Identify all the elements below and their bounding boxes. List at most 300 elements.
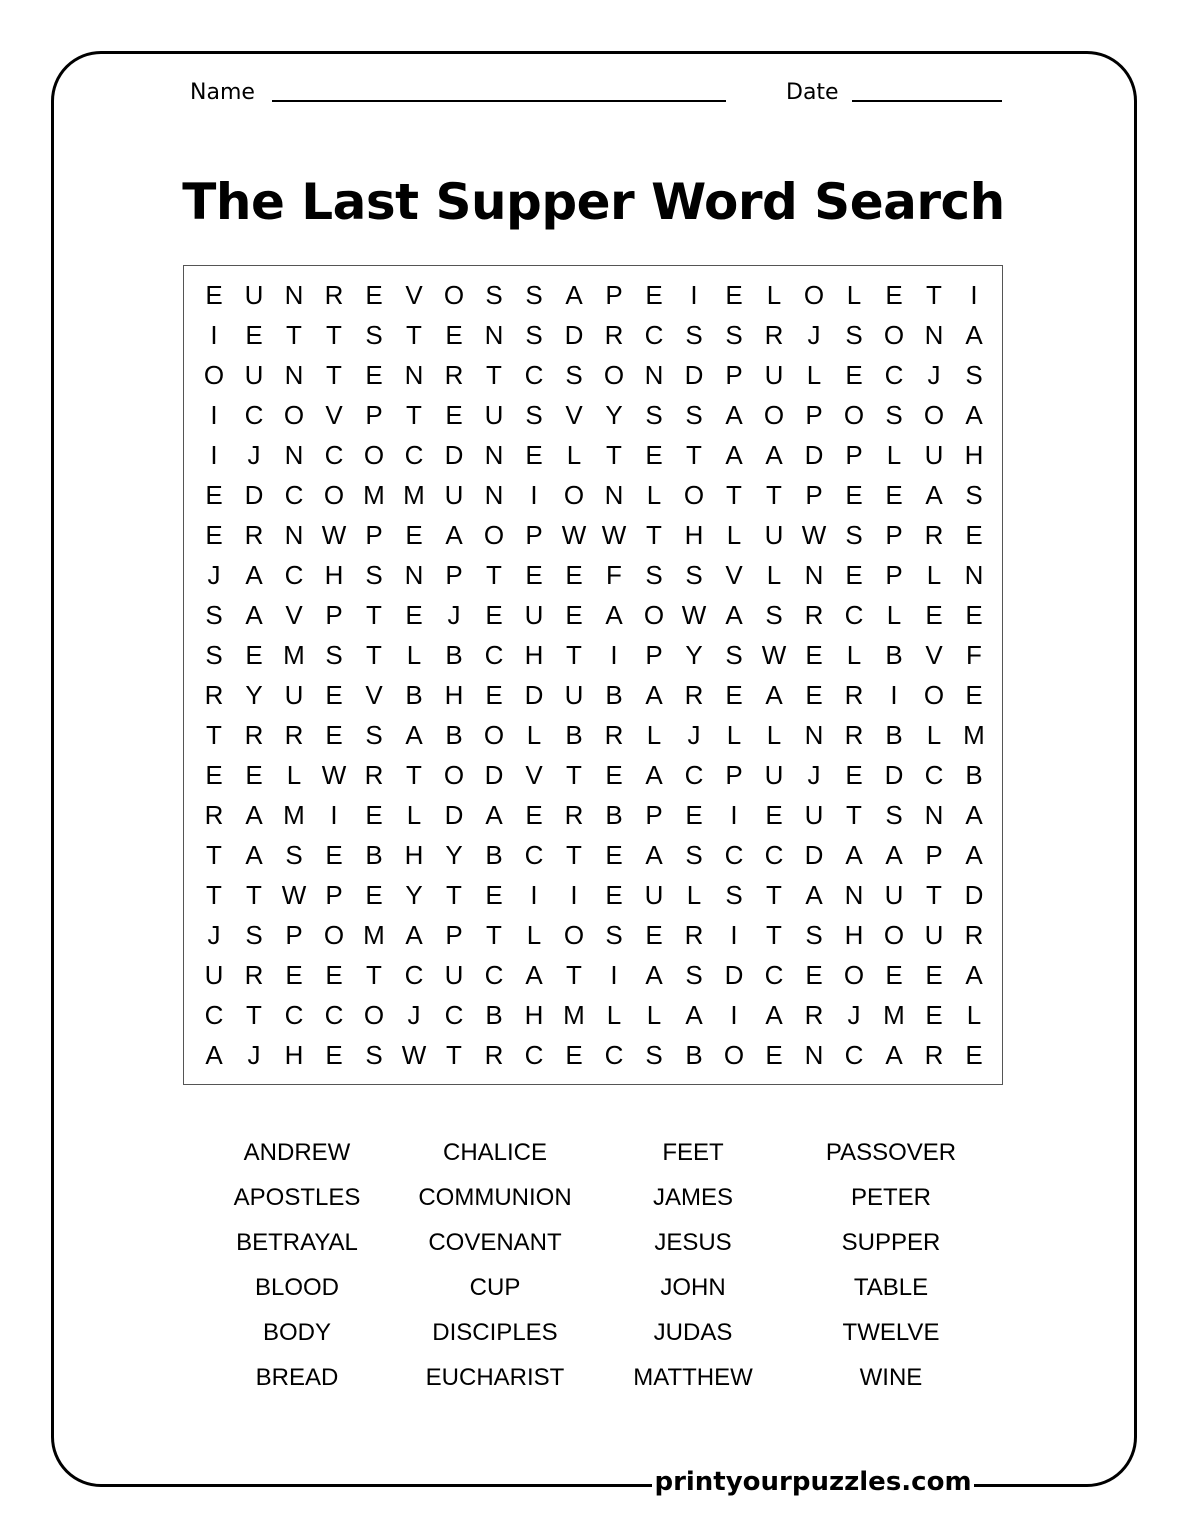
grid-letter[interactable]: A [965, 400, 983, 430]
grid-letter[interactable]: H [404, 840, 424, 870]
grid-letter[interactable]: E [885, 480, 903, 510]
grid-letter[interactable]: N [284, 280, 304, 310]
grid-letter[interactable]: U [284, 680, 304, 710]
grid-letter[interactable]: R [684, 680, 704, 710]
grid-letter[interactable]: Y [445, 840, 463, 870]
grid-letter[interactable]: A [645, 680, 663, 710]
grid-letter[interactable]: J [207, 560, 221, 590]
grid-letter[interactable]: I [530, 480, 538, 510]
grid-letter[interactable]: N [484, 440, 504, 470]
grid-letter[interactable]: S [645, 400, 663, 430]
grid-letter[interactable]: M [283, 800, 305, 830]
grid-letter[interactable]: E [205, 480, 223, 510]
grid-letter[interactable]: E [565, 600, 583, 630]
grid-letter[interactable]: E [965, 1040, 983, 1070]
grid-letter[interactable]: R [804, 600, 824, 630]
grid-letter[interactable]: I [330, 800, 338, 830]
grid-letter[interactable]: P [445, 920, 463, 950]
grid-letter[interactable]: L [766, 280, 782, 310]
grid-letter[interactable]: J [847, 1000, 861, 1030]
grid-letter[interactable]: P [365, 400, 383, 430]
grid-letter[interactable]: C [324, 440, 344, 470]
grid-letter[interactable]: L [646, 480, 662, 510]
grid-letter[interactable]: Y [245, 680, 263, 710]
grid-letter[interactable]: R [564, 800, 584, 830]
grid-letter[interactable]: E [245, 640, 263, 670]
grid-letter[interactable]: A [765, 440, 783, 470]
grid-letter[interactable]: W [401, 1040, 427, 1070]
grid-letter[interactable]: A [205, 1040, 223, 1070]
grid-letter[interactable]: D [684, 360, 704, 390]
grid-letter[interactable]: P [725, 360, 743, 390]
grid-letter[interactable]: E [405, 600, 423, 630]
grid-letter[interactable]: N [964, 560, 984, 590]
grid-letter[interactable]: T [406, 320, 422, 350]
grid-letter[interactable]: U [764, 760, 784, 790]
grid-letter[interactable]: S [365, 1040, 383, 1070]
grid-letter[interactable]: T [246, 880, 262, 910]
grid-letter[interactable]: O [323, 920, 345, 950]
grid-letter[interactable]: S [525, 280, 543, 310]
grid-letter[interactable]: P [805, 400, 823, 430]
grid-letter[interactable]: P [285, 920, 303, 950]
grid-letter[interactable]: B [605, 680, 623, 710]
grid-letter[interactable]: N [844, 880, 864, 910]
grid-letter[interactable]: O [643, 600, 665, 630]
grid-letter[interactable]: U [444, 960, 464, 990]
grid-letter[interactable]: B [485, 840, 503, 870]
grid-letter[interactable]: I [730, 800, 738, 830]
grid-letter[interactable]: I [570, 880, 578, 910]
grid-letter[interactable]: U [564, 680, 584, 710]
grid-letter[interactable]: S [685, 960, 703, 990]
grid-letter[interactable]: V [565, 400, 583, 430]
grid-letter[interactable]: E [205, 520, 223, 550]
grid-letter[interactable]: S [845, 520, 863, 550]
grid-letter[interactable]: A [405, 920, 423, 950]
grid-letter[interactable]: R [364, 760, 384, 790]
grid-letter[interactable]: C [844, 1040, 864, 1070]
grid-letter[interactable]: E [725, 280, 743, 310]
grid-letter[interactable]: W [601, 520, 627, 550]
grid-letter[interactable]: S [685, 400, 703, 430]
grid-letter[interactable]: Y [605, 400, 623, 430]
grid-letter[interactable]: E [485, 600, 503, 630]
grid-letter[interactable]: N [484, 320, 504, 350]
grid-letter[interactable]: R [244, 960, 264, 990]
grid-letter[interactable]: C [524, 1040, 544, 1070]
grid-letter[interactable]: J [247, 440, 261, 470]
grid-letter[interactable]: D [884, 760, 904, 790]
grid-letter[interactable]: L [966, 1000, 982, 1030]
grid-letter[interactable]: N [804, 720, 824, 750]
grid-letter[interactable]: T [446, 1040, 462, 1070]
grid-letter[interactable]: N [644, 360, 664, 390]
grid-letter[interactable]: S [285, 840, 303, 870]
grid-letter[interactable]: E [205, 760, 223, 790]
grid-letter[interactable]: L [526, 920, 542, 950]
grid-letter[interactable]: C [324, 1000, 344, 1030]
grid-letter[interactable]: C [284, 1000, 304, 1030]
grid-letter[interactable]: T [566, 840, 582, 870]
grid-letter[interactable]: S [965, 360, 983, 390]
grid-letter[interactable]: L [926, 560, 942, 590]
grid-letter[interactable]: O [883, 920, 905, 950]
grid-letter[interactable]: R [604, 320, 624, 350]
grid-letter[interactable]: R [964, 920, 984, 950]
grid-letter[interactable]: B [565, 720, 583, 750]
grid-letter[interactable]: T [406, 400, 422, 430]
grid-letter[interactable]: D [484, 760, 504, 790]
grid-letter[interactable]: E [965, 680, 983, 710]
grid-letter[interactable]: M [883, 1000, 905, 1030]
grid-letter[interactable]: E [485, 680, 503, 710]
grid-letter[interactable]: R [604, 720, 624, 750]
grid-letter[interactable]: A [845, 840, 863, 870]
grid-letter[interactable]: S [765, 600, 783, 630]
grid-letter[interactable]: A [765, 1000, 783, 1030]
grid-letter[interactable]: A [405, 720, 423, 750]
grid-letter[interactable]: M [363, 480, 385, 510]
grid-letter[interactable]: S [725, 640, 743, 670]
grid-letter[interactable]: S [725, 320, 743, 350]
grid-letter[interactable]: S [685, 320, 703, 350]
grid-letter[interactable]: S [565, 360, 583, 390]
grid-letter[interactable]: U [244, 280, 264, 310]
grid-letter[interactable]: E [885, 960, 903, 990]
grid-letter[interactable]: V [365, 680, 383, 710]
grid-letter[interactable]: O [763, 400, 785, 430]
grid-letter[interactable]: S [365, 320, 383, 350]
grid-letter[interactable]: E [925, 1000, 943, 1030]
grid-letter[interactable]: R [684, 920, 704, 950]
grid-letter[interactable]: O [363, 440, 385, 470]
grid-letter[interactable]: T [246, 1000, 262, 1030]
grid-letter[interactable]: A [445, 520, 463, 550]
grid-letter[interactable]: T [606, 440, 622, 470]
grid-letter[interactable]: U [764, 360, 784, 390]
grid-letter[interactable]: A [885, 840, 903, 870]
grid-letter[interactable]: T [646, 520, 662, 550]
grid-letter[interactable]: U [644, 880, 664, 910]
grid-letter[interactable]: C [244, 400, 264, 430]
grid-letter[interactable]: L [766, 560, 782, 590]
grid-letter[interactable]: A [965, 840, 983, 870]
grid-letter[interactable]: T [686, 440, 702, 470]
grid-letter[interactable]: E [365, 360, 383, 390]
grid-letter[interactable]: E [365, 280, 383, 310]
grid-letter[interactable]: U [804, 800, 824, 830]
grid-letter[interactable]: L [926, 720, 942, 750]
grid-letter[interactable]: O [843, 960, 865, 990]
grid-letter[interactable]: P [325, 880, 343, 910]
grid-letter[interactable]: E [845, 560, 863, 590]
grid-letter[interactable]: S [645, 560, 663, 590]
grid-letter[interactable]: C [764, 960, 784, 990]
grid-letter[interactable]: A [245, 600, 263, 630]
grid-letter[interactable]: E [445, 400, 463, 430]
grid-letter[interactable]: J [407, 1000, 421, 1030]
grid-letter[interactable]: E [605, 880, 623, 910]
grid-letter[interactable]: E [605, 840, 623, 870]
grid-letter[interactable]: T [566, 960, 582, 990]
grid-letter[interactable]: L [846, 640, 862, 670]
grid-letter[interactable]: R [244, 720, 264, 750]
grid-letter[interactable]: C [284, 480, 304, 510]
grid-letter[interactable]: S [525, 400, 543, 430]
grid-letter[interactable]: L [726, 720, 742, 750]
grid-letter[interactable]: E [485, 880, 503, 910]
grid-letter[interactable]: O [483, 720, 505, 750]
grid-letter[interactable]: E [325, 840, 343, 870]
date-field-line[interactable] [852, 100, 1002, 102]
grid-letter[interactable]: E [725, 680, 743, 710]
grid-letter[interactable]: W [561, 520, 587, 550]
grid-letter[interactable]: A [245, 800, 263, 830]
grid-letter[interactable]: W [801, 520, 827, 550]
grid-letter[interactable]: R [444, 360, 464, 390]
grid-letter[interactable]: A [805, 880, 823, 910]
grid-letter[interactable]: E [925, 960, 943, 990]
grid-letter[interactable]: U [924, 920, 944, 950]
grid-letter[interactable]: A [925, 480, 943, 510]
grid-letter[interactable]: T [846, 800, 862, 830]
grid-letter[interactable]: N [924, 320, 944, 350]
grid-letter[interactable]: R [764, 320, 784, 350]
grid-letter[interactable]: H [444, 680, 464, 710]
grid-letter[interactable]: A [245, 560, 263, 590]
grid-letter[interactable]: L [606, 1000, 622, 1030]
grid-letter[interactable]: W [681, 600, 707, 630]
grid-letter[interactable]: B [965, 760, 983, 790]
grid-letter[interactable]: N [804, 560, 824, 590]
grid-letter[interactable]: I [530, 880, 538, 910]
grid-letter[interactable]: Y [405, 880, 423, 910]
grid-letter[interactable]: J [807, 320, 821, 350]
grid-letter[interactable]: E [205, 280, 223, 310]
grid-letter[interactable]: C [604, 1040, 624, 1070]
grid-letter[interactable]: T [406, 760, 422, 790]
grid-letter[interactable]: T [206, 720, 222, 750]
grid-letter[interactable]: I [210, 320, 218, 350]
grid-letter[interactable]: M [283, 640, 305, 670]
grid-letter[interactable]: P [885, 560, 903, 590]
grid-letter[interactable]: E [965, 520, 983, 550]
grid-letter[interactable]: U [484, 400, 504, 430]
grid-letter[interactable]: R [844, 720, 864, 750]
grid-letter[interactable]: I [730, 1000, 738, 1030]
grid-letter[interactable]: C [404, 960, 424, 990]
grid-letter[interactable]: A [765, 680, 783, 710]
grid-letter[interactable]: P [925, 840, 943, 870]
grid-letter[interactable]: B [405, 680, 423, 710]
grid-letter[interactable]: P [445, 560, 463, 590]
grid-letter[interactable]: M [563, 1000, 585, 1030]
grid-letter[interactable]: W [321, 760, 347, 790]
grid-letter[interactable]: C [484, 960, 504, 990]
grid-letter[interactable]: A [645, 960, 663, 990]
grid-letter[interactable]: E [645, 280, 663, 310]
grid-letter[interactable]: J [447, 600, 461, 630]
grid-letter[interactable]: C [284, 560, 304, 590]
grid-letter[interactable]: V [325, 400, 343, 430]
grid-letter[interactable]: P [885, 520, 903, 550]
grid-letter[interactable]: C [524, 840, 544, 870]
grid-letter[interactable]: T [566, 640, 582, 670]
grid-letter[interactable]: E [565, 560, 583, 590]
grid-letter[interactable]: S [885, 400, 903, 430]
grid-letter[interactable]: P [805, 480, 823, 510]
grid-letter[interactable]: N [404, 360, 424, 390]
grid-letter[interactable]: T [206, 880, 222, 910]
grid-letter[interactable]: I [210, 400, 218, 430]
grid-letter[interactable]: B [885, 720, 903, 750]
grid-letter[interactable]: O [283, 400, 305, 430]
grid-letter[interactable]: W [761, 640, 787, 670]
grid-letter[interactable]: E [565, 1040, 583, 1070]
grid-letter[interactable]: U [884, 880, 904, 910]
grid-letter[interactable]: I [210, 440, 218, 470]
grid-letter[interactable]: R [924, 1040, 944, 1070]
grid-letter[interactable]: O [483, 520, 505, 550]
grid-letter[interactable]: N [404, 560, 424, 590]
grid-letter[interactable]: V [285, 600, 303, 630]
grid-letter[interactable]: L [526, 720, 542, 750]
grid-letter[interactable]: U [204, 960, 224, 990]
grid-letter[interactable]: P [645, 800, 663, 830]
grid-letter[interactable]: A [885, 1040, 903, 1070]
grid-letter[interactable]: T [766, 880, 782, 910]
grid-letter[interactable]: C [924, 760, 944, 790]
grid-letter[interactable]: T [206, 840, 222, 870]
grid-letter[interactable]: W [281, 880, 307, 910]
grid-letter[interactable]: P [525, 520, 543, 550]
grid-letter[interactable]: I [610, 960, 618, 990]
grid-letter[interactable]: O [683, 480, 705, 510]
grid-letter[interactable]: L [566, 440, 582, 470]
grid-letter[interactable]: E [805, 640, 823, 670]
grid-letter[interactable]: S [365, 720, 383, 750]
grid-letter[interactable]: H [844, 920, 864, 950]
grid-letter[interactable]: W [321, 520, 347, 550]
grid-letter[interactable]: A [645, 840, 663, 870]
grid-letter[interactable]: M [963, 720, 985, 750]
grid-letter[interactable]: P [325, 600, 343, 630]
grid-letter[interactable]: C [444, 1000, 464, 1030]
grid-letter[interactable]: L [886, 440, 902, 470]
grid-letter[interactable]: E [605, 760, 623, 790]
grid-letter[interactable]: T [926, 280, 942, 310]
grid-letter[interactable]: O [443, 760, 465, 790]
grid-letter[interactable]: A [965, 960, 983, 990]
grid-letter[interactable]: S [325, 640, 343, 670]
grid-letter[interactable]: A [525, 960, 543, 990]
grid-letter[interactable]: E [685, 800, 703, 830]
grid-letter[interactable]: F [606, 560, 622, 590]
grid-letter[interactable]: L [406, 800, 422, 830]
grid-letter[interactable]: O [203, 360, 225, 390]
grid-letter[interactable]: T [326, 360, 342, 390]
grid-letter[interactable]: E [765, 800, 783, 830]
grid-letter[interactable]: C [644, 320, 664, 350]
grid-letter[interactable]: R [204, 680, 224, 710]
grid-letter[interactable]: D [524, 680, 544, 710]
grid-letter[interactable]: T [566, 760, 582, 790]
grid-letter[interactable]: H [324, 560, 344, 590]
grid-letter[interactable]: S [605, 920, 623, 950]
grid-letter[interactable]: U [524, 600, 544, 630]
grid-letter[interactable]: D [444, 440, 464, 470]
grid-letter[interactable]: O [883, 320, 905, 350]
grid-letter[interactable]: E [845, 760, 863, 790]
grid-letter[interactable]: P [365, 520, 383, 550]
grid-letter[interactable]: Y [685, 640, 703, 670]
grid-letter[interactable]: C [884, 360, 904, 390]
grid-letter[interactable]: U [924, 440, 944, 470]
name-field-line[interactable] [272, 100, 726, 102]
grid-letter[interactable]: C [484, 640, 504, 670]
grid-letter[interactable]: R [924, 520, 944, 550]
grid-letter[interactable]: J [807, 760, 821, 790]
grid-letter[interactable]: I [970, 280, 978, 310]
grid-letter[interactable]: E [525, 440, 543, 470]
grid-letter[interactable]: A [565, 280, 583, 310]
grid-letter[interactable]: O [363, 1000, 385, 1030]
grid-letter[interactable]: R [284, 720, 304, 750]
grid-letter[interactable]: D [724, 960, 744, 990]
grid-letter[interactable]: O [443, 280, 465, 310]
grid-letter[interactable]: E [405, 520, 423, 550]
grid-letter[interactable]: B [685, 1040, 703, 1070]
grid-letter[interactable]: H [284, 1040, 304, 1070]
grid-letter[interactable]: O [803, 280, 825, 310]
grid-letter[interactable]: O [923, 400, 945, 430]
grid-letter[interactable]: D [244, 480, 264, 510]
grid-letter[interactable]: N [284, 360, 304, 390]
grid-letter[interactable]: E [885, 280, 903, 310]
grid-letter[interactable]: A [685, 1000, 703, 1030]
grid-letter[interactable]: S [485, 280, 503, 310]
grid-letter[interactable]: L [286, 760, 302, 790]
grid-letter[interactable]: E [245, 320, 263, 350]
grid-letter[interactable]: E [325, 1040, 343, 1070]
grid-letter[interactable]: T [486, 560, 502, 590]
grid-letter[interactable]: N [284, 520, 304, 550]
grid-letter[interactable]: H [684, 520, 704, 550]
grid-letter[interactable]: E [365, 880, 383, 910]
grid-letter[interactable]: E [845, 360, 863, 390]
grid-letter[interactable]: S [845, 320, 863, 350]
grid-letter[interactable]: E [325, 960, 343, 990]
grid-letter[interactable]: V [925, 640, 943, 670]
grid-letter[interactable]: E [525, 560, 543, 590]
grid-letter[interactable]: R [804, 1000, 824, 1030]
grid-letter[interactable]: E [325, 720, 343, 750]
grid-letter[interactable]: E [365, 800, 383, 830]
grid-letter[interactable]: N [284, 440, 304, 470]
grid-letter[interactable]: L [726, 520, 742, 550]
grid-letter[interactable]: B [885, 640, 903, 670]
grid-letter[interactable]: N [604, 480, 624, 510]
grid-letter[interactable]: I [890, 680, 898, 710]
grid-letter[interactable]: R [484, 1040, 504, 1070]
grid-letter[interactable]: T [926, 880, 942, 910]
grid-letter[interactable]: L [886, 600, 902, 630]
grid-letter[interactable]: L [686, 880, 702, 910]
grid-letter[interactable]: O [603, 360, 625, 390]
grid-letter[interactable]: C [204, 1000, 224, 1030]
grid-letter[interactable]: F [966, 640, 982, 670]
